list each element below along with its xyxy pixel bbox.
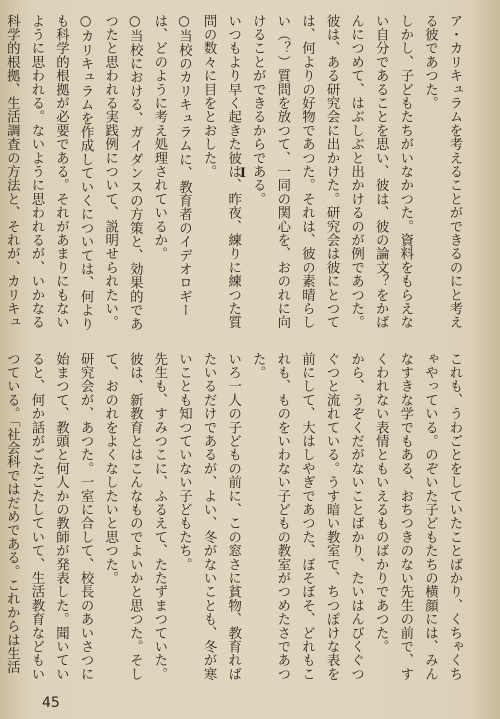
paragraph: これも、うわごとをしていたことばかり、くちゃくちゃやっている。のぞいた子どもたちの横顔には、みんなすきな学でもある、おちつきのない先生の前で、すくわれない表情ともいえるものばかりであつた。 [373, 352, 462, 681]
question-item: ○カリキュラムを作成していくについては、何よりも科学的根拠が必要である。それがあまりにもないように思われる。ないように思われるが、いかなる科学的根拠、生活調査の方法と、それが、カリキュ [4, 14, 94, 331]
paragraph: ア・カリキュラムを考えることができるのにと考える彼であつた。 [422, 14, 462, 330]
page-number: 45 [42, 695, 60, 711]
paragraph: から、うぞくだがないことばかり、たいはんびくぐつぐつと流れている。うす暗い教室で、ちつぽけな表を前にして、大はしやぎであつた、ぼそぼそ、どれもこれも、ものをいわない子どもの教室がつめたさであつた。 [250, 352, 364, 681]
bottom-text-block [4, 352, 466, 682]
paragraph: しかし、子どもたちがいなかつた。資料をもらえない自分であることを思い、彼は、彼の論文？をかばんにつめて、はぶしぶと出かけるのが例であつた。 [348, 14, 413, 330]
section-marker: I [239, 166, 246, 181]
top-text-block [4, 14, 466, 336]
paragraph: 彼は、新教育とはこんなものでよいかと思つた。そして、おのれをよくなしたいと思つた。 [102, 352, 143, 681]
paragraph: 先生も、すみつこに、ふるえて、たたずまつていた。 [151, 352, 167, 681]
paragraph: 研究会が、あつた。一室に合して、校長のあいさつに始まつて、教頭と何人かの教師が発表した。聞いていると、何か話がごたごたしていて、生活教育などもいつている。「社会科ではだめである。これからは生活 [4, 352, 94, 681]
question-item: ○当校における、ガイダンスの方策と、効果的であつたと思われる実践例について、説明せられたい。 [102, 14, 143, 331]
question-item: ○当校のカリキュラムに、教育者のイデオロギーは、どのように考え処理されているか。 [151, 14, 192, 317]
paragraph: いろ一人の子どもの前に、この窓さに貧物、教育ればたいるだけであるが、よい、冬がないことも、冬が寒いことも知つていない子どもたち。 [176, 352, 241, 681]
paragraph: 彼は、ある研究会に出かけた。研究会は彼にとつては、何よりの好物であつた。それは、彼の素晴らしい（？）質問を放つて、一同の関心を、おのれに向けることができるからである。 [250, 14, 340, 330]
paragraph: いつもより早く起きた彼は、昨夜、練りに練つた質問の数々に目をとおした。 [201, 14, 241, 330]
